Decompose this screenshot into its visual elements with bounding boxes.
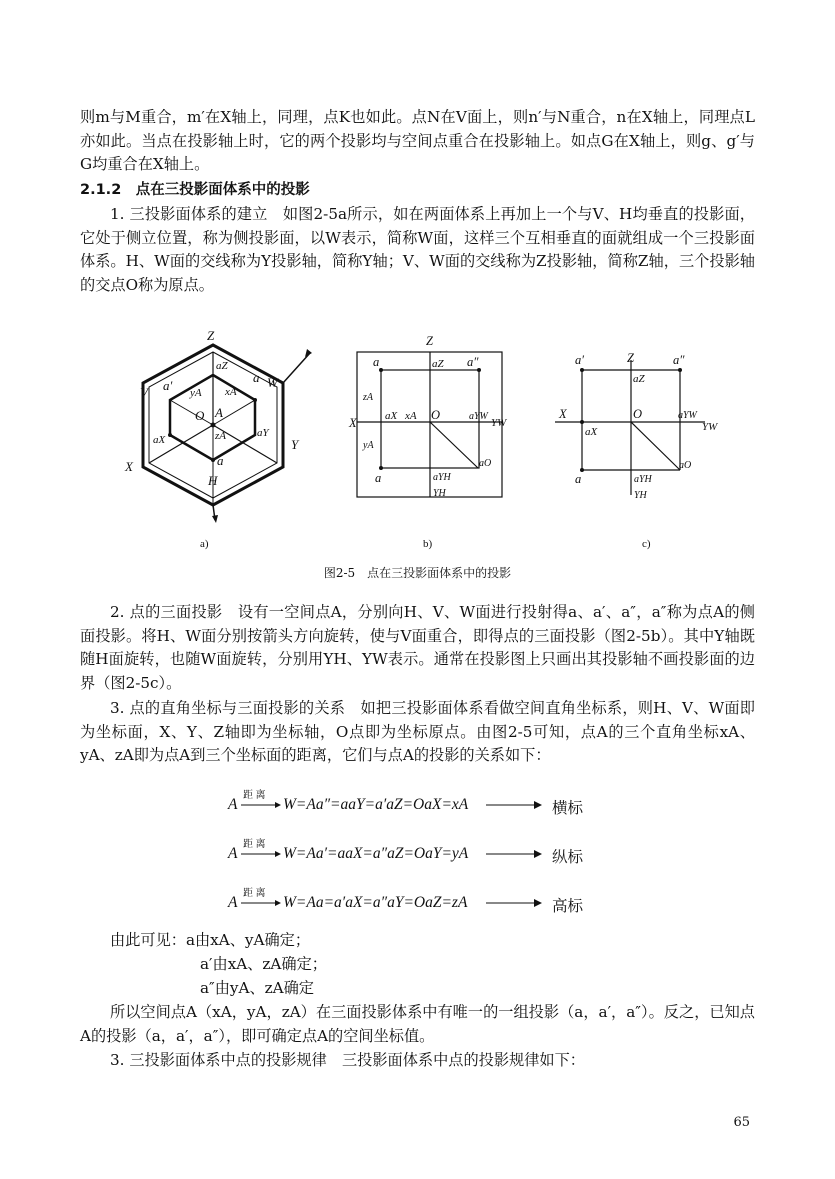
svg-text:aO: aO — [679, 460, 692, 471]
subfigure-label-c: c) — [642, 538, 651, 550]
svg-text:aX: aX — [153, 434, 166, 446]
svg-text:Z: Z — [627, 351, 634, 365]
svg-text:aYH: aYH — [634, 474, 652, 485]
paragraph-system: 1. 三投影面体系的建立 如图2-5a所示，如在两面体系上再加上一个与V、H均垂直的投影面，它处于侧立位置，称为侧投影面，以W表示，简称W面，这样三个互相垂直的面就组成一个三投影面体系。H、W面的交线称为Y投影轴，简称Y轴；V、W面的交线称为Z投影轴，简称Z轴，三个投影轴的交点O称为原点。 — [80, 205, 755, 294]
paragraph-unique: 所以空间点A（xA，yA，zA）在三面投影体系中有唯一的一组投影（a，a′，a″）。反之，已知点A的投影（a，a′，a″），即可确定点A的空间坐标值。 — [80, 1003, 755, 1045]
label-Z: Z — [207, 328, 215, 343]
label-X: X — [125, 459, 133, 474]
paragraph-projection: 2. 点的三面投影 设有一空间点A，分别向H、V、W面进行投射得a、a′、a″，a″称为点A的侧面投影。将H、W面分别按箭头方向旋转，使与V面重合，即得点的三面投影（图2-5b）。其中Y轴既随H面旋转，也随W面旋转，分别用YH、YW表示。通常在投影图上只画出其投影轴不画投影面的边界（图2-5c）。 — [80, 603, 755, 692]
svg-text:YW: YW — [702, 421, 718, 433]
svg-text:a″: a″ — [467, 355, 479, 369]
svg-text:aO: aO — [479, 458, 492, 469]
svg-text:a′: a′ — [575, 353, 584, 367]
figure-2-5a — [115, 325, 320, 525]
svg-text:aYW: aYW — [678, 410, 697, 421]
label-H: H — [208, 473, 218, 488]
conclusion-1: 由此可见：a由xA、yA确定； — [110, 931, 311, 949]
svg-text:yA: yA — [363, 440, 374, 451]
svg-text:X: X — [349, 416, 357, 430]
svg-text:a: a — [217, 453, 224, 468]
conclusion-2: a′由xA、zA确定； — [200, 955, 327, 973]
label-A: A — [215, 405, 223, 420]
svg-text:a″: a″ — [673, 353, 685, 367]
svg-text:X: X — [559, 407, 567, 421]
svg-text:aX: aX — [385, 410, 398, 422]
svg-text:YH: YH — [634, 490, 647, 501]
svg-text:a: a — [253, 370, 260, 385]
paragraph-intro: 则m与M重合，m′在X轴上，同理，点K也如此。点N在V面上，则n′与N重合，n在X轴上，同理点L亦如此。当点在投影轴上时，它的两个投影均与空间点重合在投影轴上。如点G在X轴上，则g、g′与G均重合在X轴上。 — [80, 108, 755, 173]
svg-text:a: a — [575, 472, 582, 486]
section-heading: 2.1.2 点在三投影面体系中的投影 — [80, 182, 310, 198]
svg-text:aZ: aZ — [432, 358, 444, 370]
figure-caption: 图2-5 点在三投影面体系中的投影 — [323, 566, 512, 580]
svg-text:a: a — [375, 471, 382, 485]
subfigure-label-b: b) — [423, 538, 433, 550]
svg-text:YW: YW — [491, 417, 507, 429]
figure-2-5c — [555, 340, 730, 505]
conclusion-3: a″由yA、zA确定 — [200, 979, 314, 997]
svg-text:xA: xA — [405, 410, 417, 422]
label-V: V — [140, 385, 148, 400]
svg-text:aY: aY — [257, 427, 269, 439]
svg-text:aYW: aYW — [469, 411, 488, 422]
label-O: O — [195, 408, 205, 423]
label-Y: Y — [291, 437, 299, 452]
svg-text:YH: YH — [433, 488, 446, 499]
svg-text:zA: zA — [363, 392, 373, 403]
svg-text:a: a — [373, 355, 380, 369]
svg-text:xA: xA — [225, 386, 237, 398]
subfigure-label-a: a) — [200, 538, 209, 550]
svg-text:yA: yA — [190, 387, 202, 399]
paragraph-rules: 3. 三投影面体系中点的投影规律 三投影面体系中点的投影规律如下： — [110, 1051, 585, 1069]
svg-text:zA: zA — [215, 430, 226, 442]
figure-2-5b — [345, 330, 520, 505]
svg-text:aZ: aZ — [216, 360, 228, 372]
svg-text:a′: a′ — [163, 378, 173, 393]
svg-text:aYH: aYH — [433, 472, 451, 483]
svg-text:aZ: aZ — [633, 373, 645, 385]
svg-text:Z: Z — [426, 334, 433, 348]
svg-text:O: O — [431, 408, 441, 422]
paragraph-coordinates: 3. 点的直角坐标与三面投影的关系 如把三投影面体系看做空间直角坐标系，则H、V、W面即为坐标面，X、Y、Z轴即为坐标轴，O点即为坐标原点。由图2-5可知，点A的三个直角坐标xA、yA、zA即为点A到三个坐标面的距离，它们与点A的投影的关系如下： — [80, 699, 755, 764]
label-W: W — [267, 375, 278, 390]
svg-text:O: O — [633, 407, 643, 421]
page-number: 65 — [733, 1115, 750, 1130]
svg-text:aX: aX — [585, 426, 598, 438]
